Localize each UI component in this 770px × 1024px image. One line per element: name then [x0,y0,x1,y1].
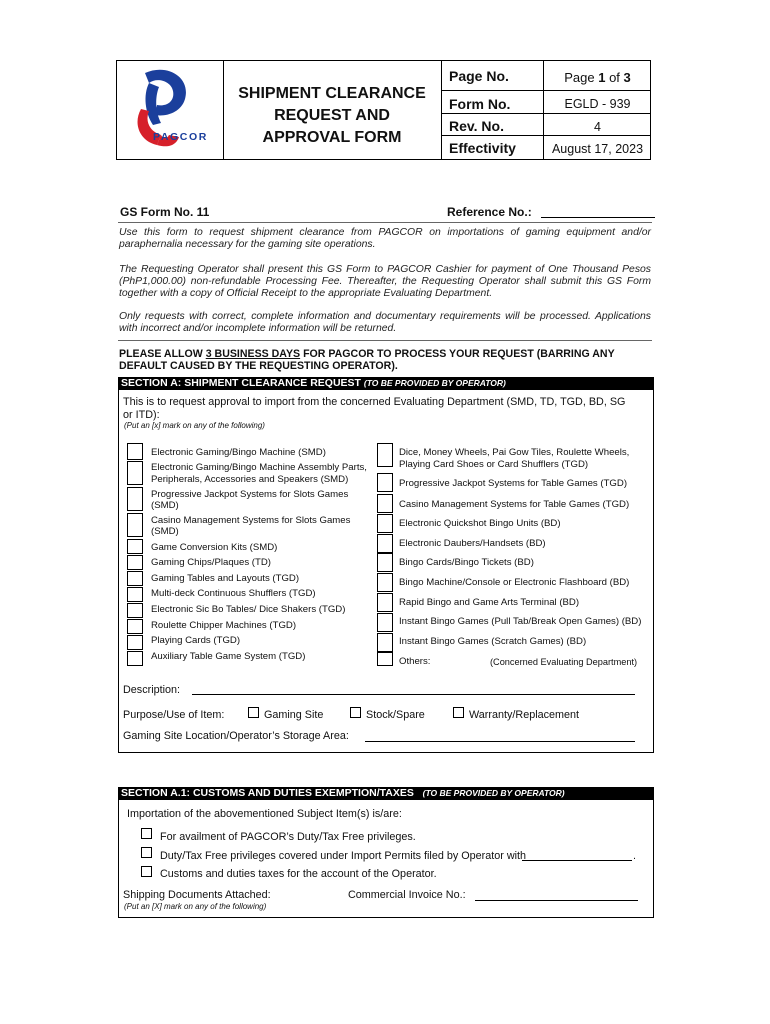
form-title [225,83,439,149]
section-a1-header: SECTION A.1: CUSTOMS AND DUTIES EXEMPTION/TAXES (TO BE PROVIDED BY OPERATOR) [118,787,654,800]
left-item-4b: (SMD) [151,526,179,537]
intro-paragraph-3: Only requests with correct, complete information and documentary requirements will be processed. Applications with incorrect and/or incomplete information will be returned. [119,311,651,334]
left-item-2b: Peripherals, Accessories and Speakers (SMD) [151,474,349,485]
right-item-9: Instant Bingo Games (Pull Tab/Break Open Games) (BD) [399,616,642,627]
checkbox-progressive-jackpot-table[interactable] [377,473,393,492]
right-item-others-note: (Concerned Evaluating Department) [490,657,638,667]
effectivity-value: August 17, 2023 [551,142,644,156]
checkbox-pagcor-duty-free[interactable] [141,828,152,839]
purpose-label: Purpose/Use of Item: [123,709,225,721]
form-title-line-3: APPROVAL FORM [262,129,402,146]
a1-option-2-period: . [633,850,636,862]
section-a-header: SECTION A: SHIPMENT CLEARANCE REQUEST (TO BE PROVIDED BY OPERATOR) [118,377,654,390]
checkbox-casino-management-table[interactable] [377,494,393,513]
right-item-3: Casino Management Systems for Table Games (TGD) [399,499,630,510]
rev-no-value: 4 [594,120,601,134]
form-title-line-2: REQUEST AND [274,107,390,124]
right-item-6: Bingo Cards/Bingo Tickets (BD) [399,557,534,568]
right-item-7: Bingo Machine/Console or Electronic Flashboard (BD) [399,577,630,588]
checkbox-bingo-console[interactable] [377,573,393,592]
checkbox-assembly-parts[interactable] [127,461,143,485]
section-a-mark-note: (Put an [x] mark on any of the following) [124,421,265,430]
checkbox-rapid-bingo[interactable] [377,593,393,612]
purpose-option-warranty: Warranty/Replacement [469,709,580,721]
left-item-8: Multi-deck Continuous Shufflers (TGD) [151,588,316,599]
form-no-value: EGLD - 939 [564,97,631,111]
section-a1-intro: Importation of the abovementioned Subject Item(s) is/are: [127,808,402,820]
left-item-3: Progressive Jackpot Systems for Slots Games [151,489,349,500]
left-item-1: Electronic Gaming/Bingo Machine (SMD) [151,447,326,458]
checkbox-instant-bingo-scratch[interactable] [377,633,393,652]
checkbox-auxiliary-table-game[interactable] [127,651,143,666]
checkbox-electronic-gaming-machine[interactable] [127,443,143,460]
checkbox-instant-bingo-pull-tab[interactable] [377,613,393,632]
a1-option-1: For availment of PAGCOR’s Duty/Tax Free privileges. [160,831,416,843]
gs-form-number: GS Form No. 11 [120,205,210,219]
left-item-5: Game Conversion Kits (SMD) [151,542,278,553]
checkbox-purpose-warranty[interactable] [453,707,464,718]
checkbox-game-conversion-kits[interactable] [127,539,143,554]
left-item-3b: (SMD) [151,500,179,511]
shipping-documents-label: Shipping Documents Attached: [123,889,271,901]
effectivity-label: Effectivity [449,140,516,156]
purpose-option-gaming-site: Gaming Site [264,709,324,721]
a1-option-3: Customs and duties taxes for the account of the Operator. [160,868,437,880]
checkbox-daubers-handsets[interactable] [377,534,393,553]
right-item-1: Dice, Money Wheels, Pai Gow Tiles, Roulette Wheels, [399,447,630,458]
checkbox-casino-management-slots[interactable] [127,513,143,537]
checkbox-dice-money-wheels[interactable] [377,443,393,467]
checkbox-progressive-jackpot-slots[interactable] [127,487,143,511]
page-no-label: Page No. [449,68,509,84]
a1-option-2: Duty/Tax Free privileges covered under Import Permits filed by Operator with [160,850,527,862]
page-no-value: Page 1 of 3 [564,70,631,85]
checkbox-others[interactable] [377,652,393,666]
processing-notice: PLEASE ALLOW 3 BUSINESS DAYS FOR PAGCOR TO PROCESS YOUR REQUEST (BARRING ANY DEFAULT CAUSED BY THE REQUESTING OPERATOR). [119,348,615,372]
left-item-4: Casino Management Systems for Slots Games [151,515,351,526]
left-item-12: Auxiliary Table Game System (TGD) [151,651,306,662]
checkbox-purpose-stock-spare[interactable] [350,707,361,718]
right-item-10: Instant Bingo Games (Scratch Games) (BD) [399,636,587,647]
left-item-6: Gaming Chips/Plaques (TD) [151,557,271,568]
left-item-9: Electronic Sic Bo Tables/ Dice Shakers (TGD) [151,604,346,615]
description-label: Description: [123,684,181,696]
pagcor-logo [127,65,219,155]
checkbox-playing-cards[interactable] [127,635,143,650]
left-item-7: Gaming Tables and Layouts (TGD) [151,573,300,584]
section-a1-mark-note: (Put an [X] mark on any of the following) [124,902,267,911]
checkbox-customs-duties-operator[interactable] [141,866,152,877]
right-item-1b: Playing Card Shoes or Card Shufflers (TGD) [399,459,589,470]
import-permits-input-line[interactable] [522,860,632,861]
right-item-5: Electronic Daubers/Handsets (BD) [399,538,546,549]
left-item-2: Electronic Gaming/Bingo Machine Assembly Parts, [151,462,367,473]
description-input-line[interactable] [192,694,635,695]
form-no-label: Form No. [449,96,511,112]
intro-paragraph-1: Use this form to request shipment clearance from PAGCOR on importations of gaming equipment and/or paraphernalia necessary for the gaming site operations. [119,227,651,250]
reference-label: Reference No.: [447,205,532,219]
checkbox-sic-bo-tables[interactable] [127,603,143,618]
right-item-others: Others: [399,656,431,667]
section-a-intro: This is to request approval to import from the concerned Evaluating Department (SMD, TD, TGD, BD, SG or ITD): [123,396,626,421]
purpose-option-stock-spare: Stock/Spare [366,709,425,721]
left-item-10: Roulette Chipper Machines (TGD) [151,620,297,631]
logo-text: PAGCOR [153,131,208,143]
rev-no-label: Rev. No. [449,118,504,134]
right-item-2: Progressive Jackpot Systems for Table Games (TGD) [399,478,628,489]
checkbox-gaming-chips[interactable] [127,555,143,570]
checkbox-bingo-cards[interactable] [377,553,393,572]
intro-paragraph-2: The Requesting Operator shall present this GS Form to PAGCOR Cashier for payment of One Thousand Pesos (PhP1,000.00) non-refundable Processing Fee. Thereafter, the Requesting Operator shall submit this GS Form together with a copy of Official Receipt to the appropriate Evaluating Department. [119,264,651,299]
location-input-line[interactable] [365,741,635,742]
reference-input-line[interactable] [541,217,655,218]
checkbox-purpose-gaming-site[interactable] [248,707,259,718]
checkbox-import-permits[interactable] [141,847,152,858]
checkbox-gaming-tables[interactable] [127,571,143,586]
form-header [116,60,651,160]
location-label: Gaming Site Location/Operator’s Storage Area: [123,730,349,742]
left-item-11: Playing Cards (TGD) [151,635,241,646]
commercial-invoice-input-line[interactable] [475,900,638,901]
right-item-8: Rapid Bingo and Game Arts Terminal (BD) [399,597,580,608]
right-item-4: Electronic Quickshot Bingo Units (BD) [399,518,561,529]
checkbox-multideck-shufflers[interactable] [127,587,143,602]
checkbox-roulette-chipper[interactable] [127,619,143,634]
form-title-line-1: SHIPMENT CLEARANCE [238,85,426,102]
checkbox-quickshot-bingo[interactable] [377,514,393,533]
commercial-invoice-label: Commercial Invoice No.: [348,889,466,901]
